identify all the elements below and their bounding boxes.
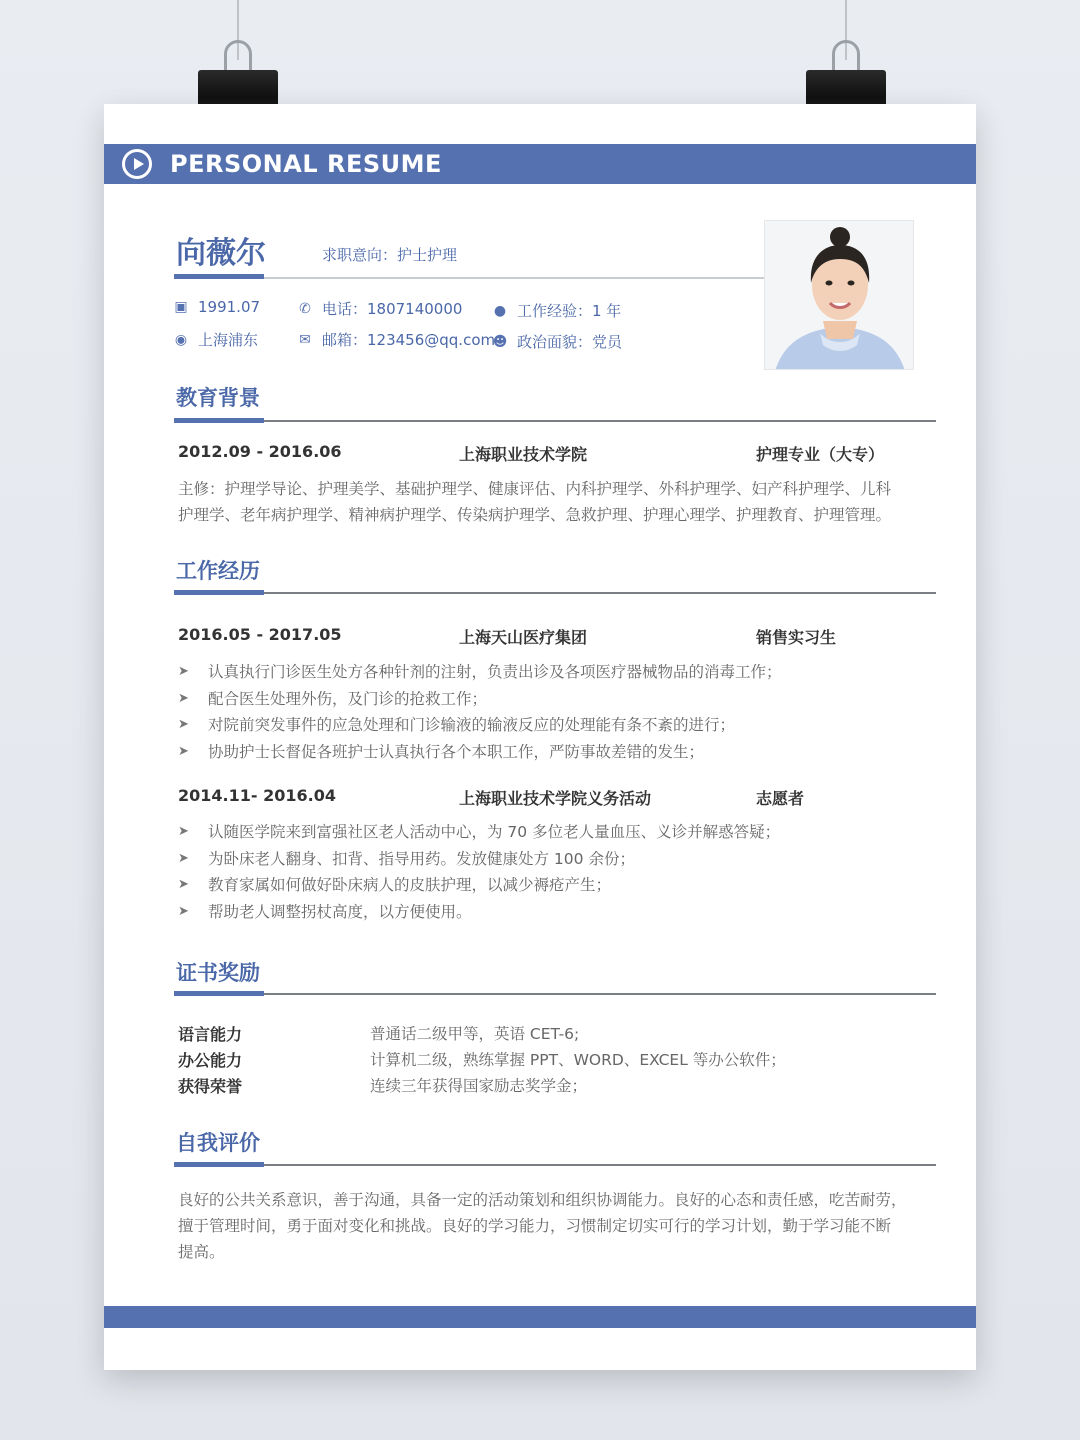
courses-line-2: 护理学、老年病护理学、精神病护理学、传染病护理学、急救护理、护理心理学、护理教育、护理管理。 bbox=[178, 506, 892, 524]
political-text: 政治面貌：党员 bbox=[517, 333, 623, 351]
section-bar-work bbox=[174, 590, 264, 595]
section-bar-education bbox=[174, 418, 264, 423]
chat-bubble-icon: ● bbox=[493, 302, 507, 319]
resume-paper bbox=[104, 104, 976, 1370]
cert-value-office: 计算机二级，熟练掌握 PPT、WORD、EXCEL 等办公软件； bbox=[370, 1051, 786, 1069]
section-line-certificates bbox=[264, 993, 936, 995]
email-info bbox=[296, 329, 495, 350]
list-item: ➤ 协助护士长督促各班护士认真执行各个本职工作，严防事故差错的发生； bbox=[178, 739, 918, 766]
list-item: ➤ 认真执行门诊医生处方各种针剂的注射，负责出诊及各项医疗器械物品的消毒工作； bbox=[178, 659, 918, 686]
section-title-work: 工作经历 bbox=[176, 559, 260, 583]
calendar-icon: ▣ bbox=[174, 299, 188, 315]
list-item: ➤ 对院前突发事件的应急处理和门诊输液的输液反应的处理能有条不紊的进行； bbox=[178, 712, 918, 739]
resume-title: PERSONAL RESUME bbox=[170, 150, 442, 178]
cert-label-office: 办公能力 bbox=[178, 1051, 243, 1070]
user-icon: ☻ bbox=[492, 333, 508, 350]
self-eval-line-3: 提高。 bbox=[178, 1243, 225, 1261]
phone-info bbox=[296, 298, 462, 319]
job-target: 求职意向：护士护理 bbox=[322, 246, 458, 264]
experience-text: 工作经验：1 年 bbox=[517, 302, 622, 320]
arrow-bullet-icon: ➤ bbox=[178, 717, 189, 732]
self-eval-text bbox=[178, 1187, 928, 1265]
list-item: ➤ 为卧床老人翻身、扣背、指导用药。发放健康处方 100 余份； bbox=[178, 846, 918, 873]
candidate-name: 向薇尔 bbox=[176, 236, 266, 271]
name-divider bbox=[264, 277, 764, 279]
list-item: ➤ 教育家属如何做好卧床病人的皮肤护理，以减少褥疮产生； bbox=[178, 872, 918, 899]
job-1-org: 上海天山医疗集团 bbox=[459, 628, 588, 647]
arrow-bullet-icon: ➤ bbox=[178, 903, 189, 919]
section-title-education: 教育背景 bbox=[176, 386, 260, 410]
section-line-education bbox=[264, 420, 936, 422]
job-2-duties bbox=[178, 819, 918, 925]
section-title-certificates: 证书奖励 bbox=[176, 961, 260, 985]
self-eval-line-2: 擅于管理时间，勇于面对变化和挑战。良好的学习能力，习惯制定切实可行的学习计划，勤于学习能不断 bbox=[178, 1217, 892, 1235]
birth-text: 1991.07 bbox=[198, 298, 261, 316]
arrow-bullet-icon: ➤ bbox=[178, 664, 189, 679]
birth-info bbox=[172, 298, 260, 316]
list-item: ➤ 认随医学院来到富强社区老人活动中心，为 70 多位老人量血压、义诊并解惑答疑； bbox=[178, 819, 918, 846]
job-2-date: 2014.11- 2016.04 bbox=[178, 786, 336, 805]
cert-label-language: 语言能力 bbox=[178, 1025, 243, 1044]
portrait-image bbox=[765, 221, 914, 370]
job-2-org: 上海职业技术学院义务活动 bbox=[459, 789, 652, 808]
phone-text: 电话：1807140000 bbox=[322, 300, 463, 318]
arrow-bullet-icon: ➤ bbox=[178, 690, 189, 706]
education-courses bbox=[178, 476, 928, 528]
arrow-bullet-icon: ➤ bbox=[178, 877, 189, 892]
cert-label-honor: 获得荣誉 bbox=[178, 1077, 243, 1096]
job-2-role: 志愿者 bbox=[756, 789, 805, 808]
email-text: 邮箱：123456@qq.com bbox=[322, 331, 496, 349]
list-item: ➤ 配合医生处理外伤，及门诊的抢救工作； bbox=[178, 686, 918, 713]
section-line-work bbox=[264, 592, 936, 594]
arrow-bullet-icon: ➤ bbox=[178, 824, 189, 839]
list-item: ➤ 帮助老人调整拐杖高度，以方便使用。 bbox=[178, 899, 918, 926]
self-eval-line-1: 良好的公共关系意识，善于沟通，具备一定的活动策划和组织协调能力。良好的心态和责任感，吃苦耐劳， bbox=[178, 1191, 907, 1209]
section-bar-self-eval bbox=[174, 1162, 264, 1167]
section-bar-certificates bbox=[174, 991, 264, 996]
location-pin-icon: ◉ bbox=[174, 331, 188, 348]
political-info bbox=[491, 331, 622, 352]
location-info bbox=[172, 329, 258, 350]
location-text: 上海浦东 bbox=[198, 331, 259, 349]
section-title-self-eval: 自我评价 bbox=[176, 1131, 260, 1155]
education-school: 上海职业技术学院 bbox=[459, 445, 588, 464]
cert-value-language: 普通话二级甲等，英语 CET-6; bbox=[370, 1025, 580, 1043]
courses-line-1: 主修：护理学导论、护理美学、基础护理学、健康评估、内科护理学、外科护理学、妇产科护理学、儿科 bbox=[178, 480, 892, 498]
play-circle-icon bbox=[122, 149, 152, 179]
section-line-self-eval bbox=[264, 1164, 936, 1166]
experience-info bbox=[491, 300, 621, 321]
education-date: 2012.09 - 2016.06 bbox=[178, 442, 342, 461]
arrow-bullet-icon: ➤ bbox=[178, 850, 189, 866]
header-banner bbox=[104, 144, 976, 184]
job-1-duties bbox=[178, 659, 918, 765]
phone-icon: ✆ bbox=[299, 300, 311, 317]
footer-banner bbox=[104, 1306, 976, 1328]
education-major: 护理专业（大专） bbox=[756, 445, 885, 464]
profile-photo bbox=[764, 220, 914, 370]
job-1-date: 2016.05 - 2017.05 bbox=[178, 625, 342, 644]
job-1-role: 销售实习生 bbox=[756, 628, 837, 647]
name-underline bbox=[174, 274, 264, 279]
cert-value-honor: 连续三年获得国家励志奖学金； bbox=[370, 1077, 588, 1095]
email-icon: ✉ bbox=[299, 331, 311, 348]
arrow-bullet-icon: ➤ bbox=[178, 743, 189, 759]
